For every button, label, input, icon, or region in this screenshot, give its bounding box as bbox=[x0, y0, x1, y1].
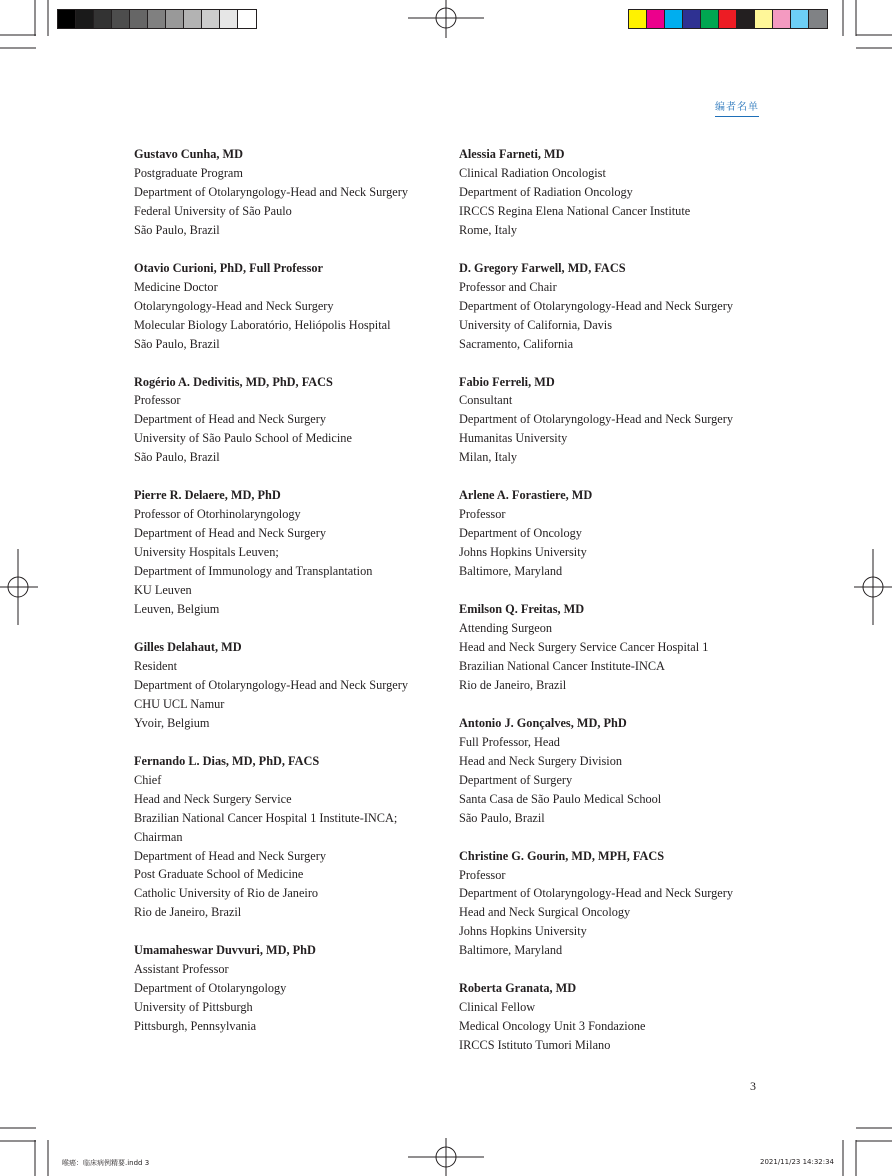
color-swatch bbox=[112, 10, 130, 28]
affiliation-line: IRCCS Regina Elena National Cancer Institute bbox=[459, 203, 691, 218]
affiliation-line: Full Professor, Head bbox=[459, 734, 560, 749]
color-swatch bbox=[76, 10, 94, 28]
affiliation-line: São Paulo, Brazil bbox=[134, 450, 220, 465]
affiliation-line: Pittsburgh, Pennsylvania bbox=[134, 1019, 257, 1034]
contributor-entry bbox=[459, 714, 789, 828]
affiliation-line: Department of Otolaryngology-Head and Neck Surgery bbox=[134, 184, 408, 199]
affiliation-line: Johns Hopkins University bbox=[459, 924, 587, 939]
contributor-name: Otavio Curioni, PhD, Full Professor bbox=[134, 260, 324, 275]
affiliation-line: Department of Radiation Oncology bbox=[459, 184, 633, 199]
affiliation-line: Department of Head and Neck Surgery bbox=[134, 848, 327, 863]
contributor-name: Pierre R. Delaere, MD, PhD bbox=[134, 488, 281, 503]
affiliation-line: Post Graduate School of Medicine bbox=[134, 867, 304, 882]
contributor-entry bbox=[134, 259, 454, 354]
contributor-entry bbox=[459, 847, 789, 961]
contributor-name: Gilles Delahaut, MD bbox=[134, 639, 242, 654]
affiliation-line: Assistant Professor bbox=[134, 962, 229, 977]
color-swatch bbox=[647, 10, 665, 28]
contributor-entry bbox=[459, 979, 789, 1055]
contributor-entry bbox=[459, 145, 789, 240]
affiliation-line: Brazilian National Cancer Institute-INCA bbox=[459, 658, 665, 673]
affiliation-line: Professor of Otorhinolaryngology bbox=[134, 507, 301, 522]
contributor-name: Christine G. Gourin, MD, MPH, FACS bbox=[459, 848, 665, 863]
color-swatch bbox=[58, 10, 76, 28]
affiliation-line: Department of Otolaryngology-Head and Neck Surgery bbox=[459, 412, 733, 427]
affiliation-line: Department of Otolaryngology-Head and Neck Surgery bbox=[459, 886, 733, 901]
color-swatch bbox=[809, 10, 827, 28]
contributor-name: Antonio J. Gonçalves, MD, PhD bbox=[459, 715, 627, 730]
affiliation-line: Chief bbox=[134, 772, 162, 787]
contributor-entry bbox=[459, 259, 789, 354]
affiliation-line: Head and Neck Surgery Service Cancer Hospital 1 bbox=[459, 639, 709, 654]
affiliation-line: Rio de Janeiro, Brazil bbox=[134, 905, 242, 920]
contributor-entry bbox=[134, 145, 454, 240]
affiliation-line: Professor bbox=[134, 393, 181, 408]
affiliation-line: Otolaryngology-Head and Neck Surgery bbox=[134, 298, 334, 313]
affiliation-line: Clinical Radiation Oncologist bbox=[459, 165, 606, 180]
affiliation-line: São Paulo, Brazil bbox=[134, 222, 220, 237]
color-swatch bbox=[791, 10, 809, 28]
affiliation-line: Head and Neck Surgical Oncology bbox=[459, 905, 631, 920]
affiliation-line: University of California, Davis bbox=[459, 317, 612, 332]
affiliation-line: Rome, Italy bbox=[459, 222, 518, 237]
affiliation-line: Rio de Janeiro, Brazil bbox=[459, 677, 567, 692]
affiliation-line: Brazilian National Cancer Hospital 1 Institute-INCA; bbox=[134, 810, 398, 825]
affiliation-line: Milan, Italy bbox=[459, 450, 518, 465]
affiliation-line: CHU UCL Namur bbox=[134, 696, 225, 711]
contributor-entry bbox=[459, 486, 789, 581]
affiliation-line: KU Leuven bbox=[134, 583, 192, 598]
affiliation-line: Head and Neck Surgery Service bbox=[134, 791, 292, 806]
color-swatch bbox=[166, 10, 184, 28]
affiliation-line: São Paulo, Brazil bbox=[459, 810, 545, 825]
contributor-name: Gustavo Cunha, MD bbox=[134, 147, 243, 161]
affiliation-line: Leuven, Belgium bbox=[134, 602, 220, 617]
color-swatch bbox=[202, 10, 220, 28]
affiliation-line: Professor bbox=[459, 867, 506, 882]
color-swatch bbox=[719, 10, 737, 28]
contributor-name: Fabio Ferreli, MD bbox=[459, 374, 555, 389]
affiliation-line: Medicine Doctor bbox=[134, 279, 218, 294]
color-swatch bbox=[683, 10, 701, 28]
contributor-entry bbox=[459, 373, 789, 468]
affiliation-line: IRCCS Istituto Tumori Milano bbox=[459, 1038, 611, 1053]
contributor-name: Arlene A. Forastiere, MD bbox=[459, 488, 593, 503]
color-swatch bbox=[773, 10, 791, 28]
affiliation-line: Federal University of São Paulo bbox=[134, 203, 292, 218]
affiliation-line: Humanitas University bbox=[459, 431, 568, 446]
contributor-entry bbox=[134, 752, 454, 923]
color-swatch bbox=[94, 10, 112, 28]
affiliation-line: Sacramento, California bbox=[459, 336, 574, 351]
contributors-left-column bbox=[134, 145, 454, 1055]
contributor-entry bbox=[134, 638, 454, 733]
affiliation-line: Department of Otolaryngology-Head and Neck Surgery bbox=[134, 677, 408, 692]
contributor-name: Fernando L. Dias, MD, PhD, FACS bbox=[134, 753, 320, 768]
contributor-entry bbox=[134, 941, 454, 1036]
file-slug: 喉癌：临床病例精要.indd 3 bbox=[62, 1159, 150, 1167]
color-swatch bbox=[130, 10, 148, 28]
section-header: 编者名单 bbox=[715, 101, 759, 117]
affiliation-line: Department of Otolaryngology bbox=[134, 981, 287, 996]
affiliation-line: Department of Otolaryngology-Head and Neck Surgery bbox=[459, 298, 733, 313]
affiliation-line: Attending Surgeon bbox=[459, 621, 553, 636]
color-swatch bbox=[665, 10, 683, 28]
contributor-entry bbox=[134, 373, 454, 468]
color-swatch bbox=[220, 10, 238, 28]
affiliation-line: Johns Hopkins University bbox=[459, 545, 587, 560]
affiliation-line: Head and Neck Surgery Division bbox=[459, 753, 623, 768]
contributors-right-column bbox=[459, 145, 789, 1074]
affiliation-line: Department of Head and Neck Surgery bbox=[134, 526, 327, 541]
contributor-name: Emilson Q. Freitas, MD bbox=[459, 602, 585, 617]
affiliation-line: Molecular Biology Laboratório, Heliópolis Hospital bbox=[134, 317, 391, 332]
affiliation-line: Baltimore, Maryland bbox=[459, 943, 563, 958]
contributor-name: Rogério A. Dedivitis, MD, PhD, FACS bbox=[134, 374, 333, 389]
color-swatch bbox=[701, 10, 719, 28]
color-swatch bbox=[238, 10, 256, 28]
affiliation-line: São Paulo, Brazil bbox=[134, 336, 220, 351]
affiliation-line: Santa Casa de São Paulo Medical School bbox=[459, 791, 662, 806]
affiliation-line: Department of Oncology bbox=[459, 526, 582, 541]
grayscale-color-bar bbox=[57, 9, 257, 29]
affiliation-line: University Hospitals Leuven; bbox=[134, 545, 279, 560]
affiliation-line: Postgraduate Program bbox=[134, 165, 243, 180]
affiliation-line: University of São Paulo School of Medicine bbox=[134, 431, 352, 446]
color-swatch bbox=[148, 10, 166, 28]
affiliation-line: Professor bbox=[459, 507, 506, 522]
affiliation-line: Department of Immunology and Transplantation bbox=[134, 564, 373, 579]
affiliation-line: Clinical Fellow bbox=[459, 1000, 536, 1015]
affiliation-line: University of Pittsburgh bbox=[134, 1000, 253, 1015]
affiliation-line: Yvoir, Belgium bbox=[134, 715, 210, 730]
affiliation-line: Chairman bbox=[134, 829, 183, 844]
affiliation-line: Consultant bbox=[459, 393, 513, 408]
affiliation-line: Catholic University of Rio de Janeiro bbox=[134, 886, 319, 901]
contributor-name: Roberta Granata, MD bbox=[459, 981, 577, 996]
contributor-name: Umamaheswar Duvvuri, MD, PhD bbox=[134, 943, 316, 958]
color-swatch bbox=[184, 10, 202, 28]
affiliation-line: Professor and Chair bbox=[459, 279, 557, 294]
process-color-bar bbox=[628, 9, 828, 29]
contributor-name: Alessia Farneti, MD bbox=[459, 147, 565, 161]
affiliation-line: Resident bbox=[134, 658, 178, 673]
affiliation-line: Department of Surgery bbox=[459, 772, 573, 787]
affiliation-line: Baltimore, Maryland bbox=[459, 564, 563, 579]
color-swatch bbox=[629, 10, 647, 28]
affiliation-line: Department of Head and Neck Surgery bbox=[134, 412, 327, 427]
color-swatch bbox=[737, 10, 755, 28]
contributor-entry bbox=[459, 600, 789, 695]
affiliation-line: Medical Oncology Unit 3 Fondazione bbox=[459, 1019, 646, 1034]
color-swatch bbox=[755, 10, 773, 28]
print-timestamp: 2021/11/23 14:32:34 bbox=[760, 1158, 835, 1166]
contributor-name: D. Gregory Farwell, MD, FACS bbox=[459, 260, 626, 275]
page-number: 3 bbox=[750, 1079, 756, 1093]
contributor-entry bbox=[134, 486, 454, 619]
